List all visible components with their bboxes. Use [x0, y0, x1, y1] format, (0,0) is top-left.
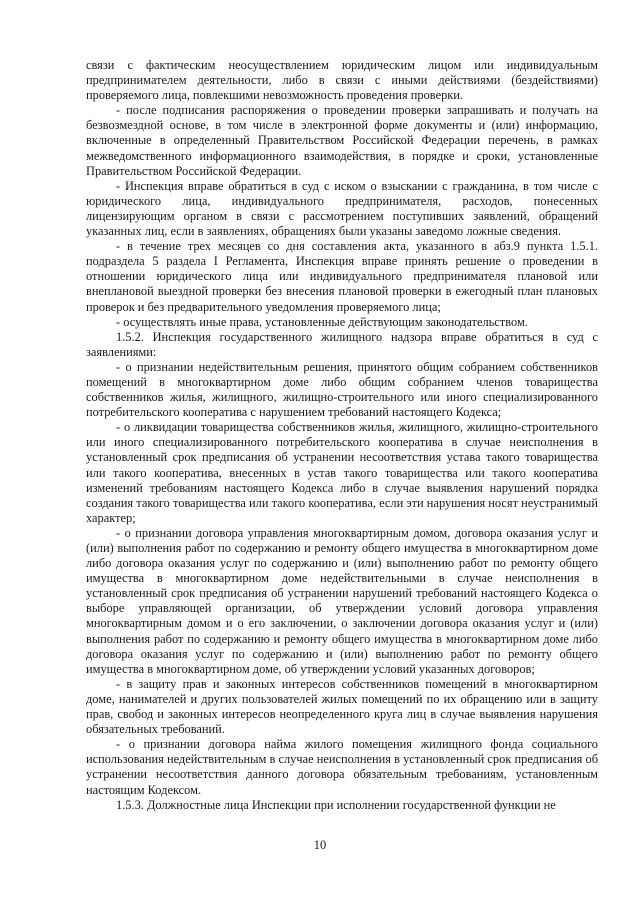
paragraph-5: - осуществлять иные права, установленные действующим законодательством.: [116, 314, 528, 329]
page-number: 10: [313, 838, 327, 852]
paragraph-12: 1.5.3. Должностные лица Инспекции при исполнении государственной функции не: [116, 797, 556, 812]
paragraph-9: - о признании договора управления многоквартирным домом, договора оказания услуг и (или) выполнения работ по содержанию и ремонту общего имущества в многоквартирном доме либо договора оказания услуг по содержанию и (или) выполнению работ по ремонту общего имущества в многоквартирном доме недействительными в случае неисполнения в установленный срок предписания об устранении нарушений требований настоящего Кодекса о выборе управляющей организации, об утверждении условий договора управления многоквартирным домом и о его заключении, о заключении договора оказания услуг и (или) выполнения работ по содержанию и ремонту общего имущества в многоквартирном доме либо договора оказания услуг по содержанию и (или) выполнению работ по ремонту общего имущества в многоквартирном доме, об утверждении условий указанных договоров;: [86, 525, 598, 676]
paragraph-8: - о ликвидации товарищества собственников жилья, жилищного, жилищно-строительного или иного специализированного потребительского кооператива в случае неисполнения в установленный срок предписания об устранении несоответствия устава такого товарищества или такого кооператива, внесенных в устав такого товарищества или такого кооператива изменений требованиям настоящего Кодекса либо в случае выявления нарушений порядка создания такого товарищества или такого кооператива, если эти нарушения носят неустранимый характер;: [86, 420, 598, 525]
paragraph-7: - о признании недействительным решения, принятого общим собранием собственников помещений в многоквартирном доме либо общим собранием членов товарищества собственников жилья, жилищного, жилищно-строительного или иного специализированного потребительского кооператива с нарушением требований настоящего Кодекса;: [86, 359, 598, 420]
paragraph-11: - о признании договора найма жилого помещения жилищного фонда социального использования недействительным в случае неисполнения в установленный срок предписания об устранении несоответствия данного договора обязательным требованиям, установленным настоящим Кодексом.: [86, 737, 598, 797]
paragraph-10: - в защиту прав и законных интересов собственников помещений в многоквартирном доме, нанимателей и других пользователей жилых помещений по их обращению или в защиту прав, свобод и законных интересов неопределенного круга лиц в случае выявления нарушения обязательных требований.: [86, 676, 598, 737]
document-body: [86, 58, 598, 813]
paragraph-2: - после подписания распоряжения о проведении проверки запрашивать и получать на безвозмездной основе, в том числе в электронной форме документы и (или) информацию, включенные в определенный Правительством Российской Федерации перечень, в рамках межведомственного информационного взаимодействия, в порядке и сроки, установленные Правительством Российской Федерации.: [86, 103, 598, 178]
paragraph-3: - Инспекция вправе обратиться в суд с иском о взыскании с гражданина, в том числе с юридического лица, индивидуального предпринимателя, расходов, понесенных лицензирующим органом в связи с рассмотрением поступивших заявлений, обращений указанных лиц, если в заявлениях, обращениях были указаны заведомо ложные сведения.: [86, 178, 598, 239]
paragraph-6: 1.5.2. Инспекция государственного жилищного надзора вправе обратиться в суд с заявлениями:: [86, 329, 598, 359]
paragraph-4: - в течение трех месяцев со дня составления акта, указанного в абз.9 пункта 1.5.1. подраздела 5 раздела I Регламента, Инспекция вправе принять решение о проведении в отношении юридического лица или индивидуального предпринимателя плановой или внеплановой выездной проверки без внесения плановой проверки в ежегодный план плановых проверок и без предварительного уведомления проверяемого лица;: [86, 239, 598, 314]
paragraph-1: связи с фактическим неосуществлением юридическим лицом или индивидуальным предпринимателем деятельности, либо в связи с иными действиями (бездействиями) проверяемого лица, повлекшими невозможность проведения проверки.: [86, 58, 598, 103]
